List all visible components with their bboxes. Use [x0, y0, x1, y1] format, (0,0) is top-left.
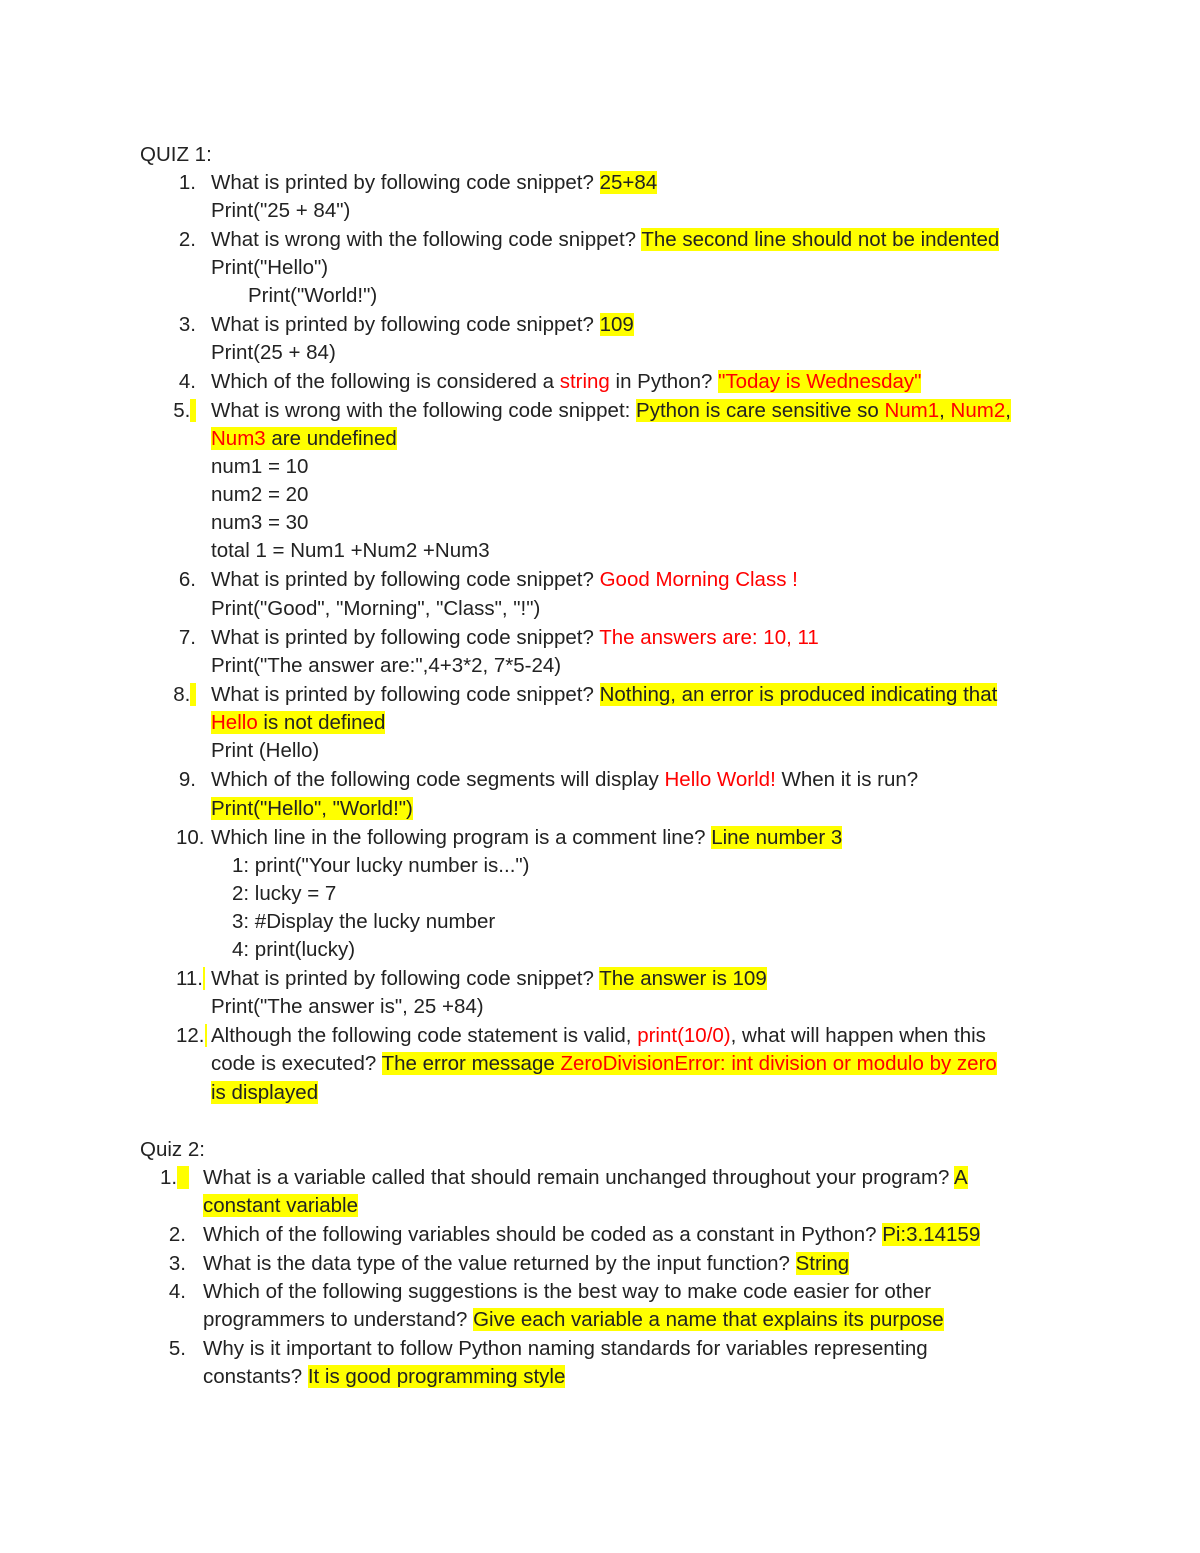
- quiz2-q4-answer: Give each variable a name that explains its purpose: [473, 1308, 944, 1331]
- quiz2-q4-number: 4.: [168, 1280, 186, 1303]
- q8-code: Print (Hello): [211, 739, 320, 762]
- q12-answer: [382, 1052, 997, 1075]
- q2-code-line2: Print("World!"): [248, 284, 378, 307]
- q8-answer-a: Nothing, an error is produced indicating that: [599, 683, 998, 706]
- quiz2-q1-number-text: 1.: [160, 1166, 178, 1189]
- q10-code-line1: 1: print("Your lucky number is..."): [232, 854, 530, 877]
- quiz2-q5-number: 5.: [168, 1337, 186, 1360]
- q11-answer: The answer is 109: [599, 967, 767, 990]
- q9-question-a: Which of the following code segments will display: [211, 768, 665, 791]
- q6-number: 6.: [178, 568, 196, 591]
- q12-line: [211, 1023, 986, 1049]
- q5-code-line2: num2 = 20: [211, 483, 309, 506]
- q12-question-a: Although the following code statement is valid,: [211, 1024, 638, 1047]
- q2-number: 2.: [178, 228, 196, 251]
- q7-number: 7.: [178, 626, 196, 649]
- q12-question-b: , what will happen when this: [730, 1024, 986, 1047]
- quiz2-q1-line: [203, 1165, 968, 1191]
- q7-question: What is printed by following code snippet?: [211, 626, 600, 649]
- q12-line2: [211, 1051, 997, 1077]
- q8-answer-hello: Hello: [211, 711, 258, 734]
- q4-line: [211, 369, 921, 395]
- q12-number: [176, 1023, 212, 1049]
- q12-answer-cont: [211, 1080, 318, 1106]
- q10-code-line3: 3: #Display the lucky number: [232, 910, 496, 933]
- q10-answer: Line number 3: [711, 826, 843, 849]
- quiz2-q1-answer-a: A: [953, 1166, 968, 1189]
- quiz2-q2-line: [203, 1222, 980, 1248]
- q8-number-text: 8.: [173, 683, 191, 706]
- q5-answer-num3: Num3: [211, 427, 266, 450]
- quiz2-title: Quiz 2:: [140, 1138, 205, 1161]
- q8-question: What is printed by following code snippet?: [211, 683, 600, 706]
- q11-number-highlight: [203, 967, 205, 990]
- q7-answer: The answers are: 10, 11: [599, 626, 819, 649]
- q11-question: What is printed by following code snippet?: [211, 967, 600, 990]
- q12-number-text: 12.: [176, 1024, 205, 1047]
- q9-question-b: When it is run?: [775, 768, 919, 791]
- q5-answer: [636, 399, 1011, 422]
- quiz2-q1-question: What is a variable called that should remain unchanged throughout your program?: [203, 1166, 954, 1189]
- q3-line: [211, 312, 634, 338]
- q2-question: What is wrong with the following code snippet?: [211, 228, 642, 251]
- q12-answer-error: ZeroDivisionError: int division or modulo by zero: [560, 1052, 997, 1075]
- q1-number: 1.: [178, 171, 196, 194]
- q8-line: [211, 682, 997, 708]
- q4-question-b: in Python?: [609, 370, 719, 393]
- q8-number-highlight: [190, 683, 196, 706]
- q2-code-line1: Print("Hello"): [211, 256, 329, 279]
- q12-answer-b: is displayed: [211, 1081, 319, 1104]
- q9-answer: Print("Hello", "World!"): [211, 797, 413, 820]
- q10-code-line4: 4: print(lucky): [232, 938, 356, 961]
- q4-question-a: Which of the following is considered a: [211, 370, 560, 393]
- q5-answer-num1: Num1: [884, 399, 940, 422]
- q8-answer-b: is not defined: [257, 711, 386, 734]
- quiz2-q5-question-a: Why is it important to follow Python naming standards for variables representing: [203, 1337, 928, 1360]
- quiz2-q5-question-b: constants?: [203, 1365, 308, 1388]
- q5-answer-b: are undefined: [265, 427, 397, 450]
- quiz2-q2-question: Which of the following variables should be coded as a constant in Python?: [203, 1223, 883, 1246]
- quiz2-q3-answer: String: [795, 1252, 850, 1275]
- quiz2-q5-line2: [203, 1364, 565, 1390]
- q5-answer-a: Python is care sensitive so: [636, 399, 885, 422]
- quiz2-q1-number: [160, 1165, 186, 1191]
- q12-number-highlight: [205, 1024, 207, 1047]
- q8-answer-cont-hl: [211, 711, 385, 734]
- q11-number: [176, 966, 212, 992]
- q11-number-text: 11.: [176, 967, 203, 990]
- q12-question-c: code is executed?: [211, 1052, 382, 1075]
- quiz1-title: QUIZ 1:: [140, 143, 212, 166]
- q2-answer: The second line should not be indented: [641, 228, 1000, 251]
- quiz2-q1-answer-cont: [203, 1193, 358, 1219]
- q1-answer: 25+84: [599, 171, 658, 194]
- q9-line: [211, 767, 918, 793]
- q2-line: [211, 227, 999, 253]
- q6-answer: Good Morning Class !: [599, 568, 798, 591]
- q8-number: [170, 682, 196, 708]
- q3-answer: 109: [599, 313, 634, 336]
- q5-code-line4: total 1 = Num1 +Num2 +Num3: [211, 539, 490, 562]
- q6-line: [211, 567, 798, 593]
- q9-number: 9.: [178, 768, 196, 791]
- q11-line: [211, 966, 767, 992]
- q9-question-keyword: Hello World!: [664, 768, 776, 791]
- quiz2-q3-question: What is the data type of the value returned by the input function?: [203, 1252, 796, 1275]
- quiz2-q1-number-highlight: [177, 1166, 188, 1189]
- q5-code-line1: num1 = 10: [211, 455, 309, 478]
- q5-answer-cont: [211, 426, 397, 452]
- q12-answer-a: The error message: [381, 1052, 561, 1075]
- q5-number-highlight: [190, 399, 196, 422]
- quiz2-q5-answer: It is good programming style: [307, 1365, 566, 1388]
- q5-line: [211, 398, 1011, 424]
- q7-line: [211, 625, 819, 651]
- quiz2-q4-question-b: programmers to understand?: [203, 1308, 474, 1331]
- q12-question-code: print(10/0): [637, 1024, 731, 1047]
- q10-question: Which line in the following program is a comment line?: [211, 826, 712, 849]
- q7-code: Print("The answer are:",4+3*2, 7*5-24): [211, 654, 562, 677]
- quiz2-q4-question-a: Which of the following suggestions is the best way to make code easier for other: [203, 1280, 932, 1303]
- q6-code: Print("Good", "Morning", "Class", "!"): [211, 597, 541, 620]
- q3-code: Print(25 + 84): [211, 341, 336, 364]
- quiz2-q2-number: 2.: [168, 1223, 186, 1246]
- q5-question: What is wrong with the following code snippet:: [211, 399, 637, 422]
- q5-number-text: 5.: [173, 399, 191, 422]
- quiz2-q3-number: 3.: [168, 1252, 186, 1275]
- q3-question: What is printed by following code snippet?: [211, 313, 600, 336]
- q8-answer-cont: [211, 710, 385, 736]
- q10-number: 10.: [176, 826, 205, 849]
- q5-number: [170, 398, 196, 424]
- q4-answer: "Today is Wednesday": [718, 370, 922, 393]
- q5-answer-cont-hl: [211, 427, 397, 450]
- q11-code: Print("The answer is", 25 +84): [211, 995, 484, 1018]
- q4-number: 4.: [178, 370, 196, 393]
- q1-question: What is printed by following code snippet?: [211, 171, 600, 194]
- quiz2-q1-answer-b: constant variable: [203, 1194, 358, 1217]
- q3-number: 3.: [178, 313, 196, 336]
- q10-line: [211, 825, 842, 851]
- q9-answer-line: [211, 796, 413, 822]
- quiz2-q4-line2: [203, 1307, 944, 1333]
- q1-code: Print("25 + 84"): [211, 199, 351, 222]
- q5-answer-num2: Num2: [950, 399, 1006, 422]
- q4-question-keyword: string: [559, 370, 610, 393]
- quiz2-q2-answer: Pi:3.14159: [882, 1223, 981, 1246]
- q5-answer-comma1: ,: [939, 399, 951, 422]
- q5-code-line3: num3 = 30: [211, 511, 309, 534]
- q5-answer-comma2: ,: [1005, 399, 1011, 422]
- quiz2-q3-line: [203, 1251, 849, 1277]
- q1-line: [211, 170, 657, 196]
- q6-question: What is printed by following code snippet?: [211, 568, 600, 591]
- q10-code-line2: 2: lucky = 7: [232, 882, 337, 905]
